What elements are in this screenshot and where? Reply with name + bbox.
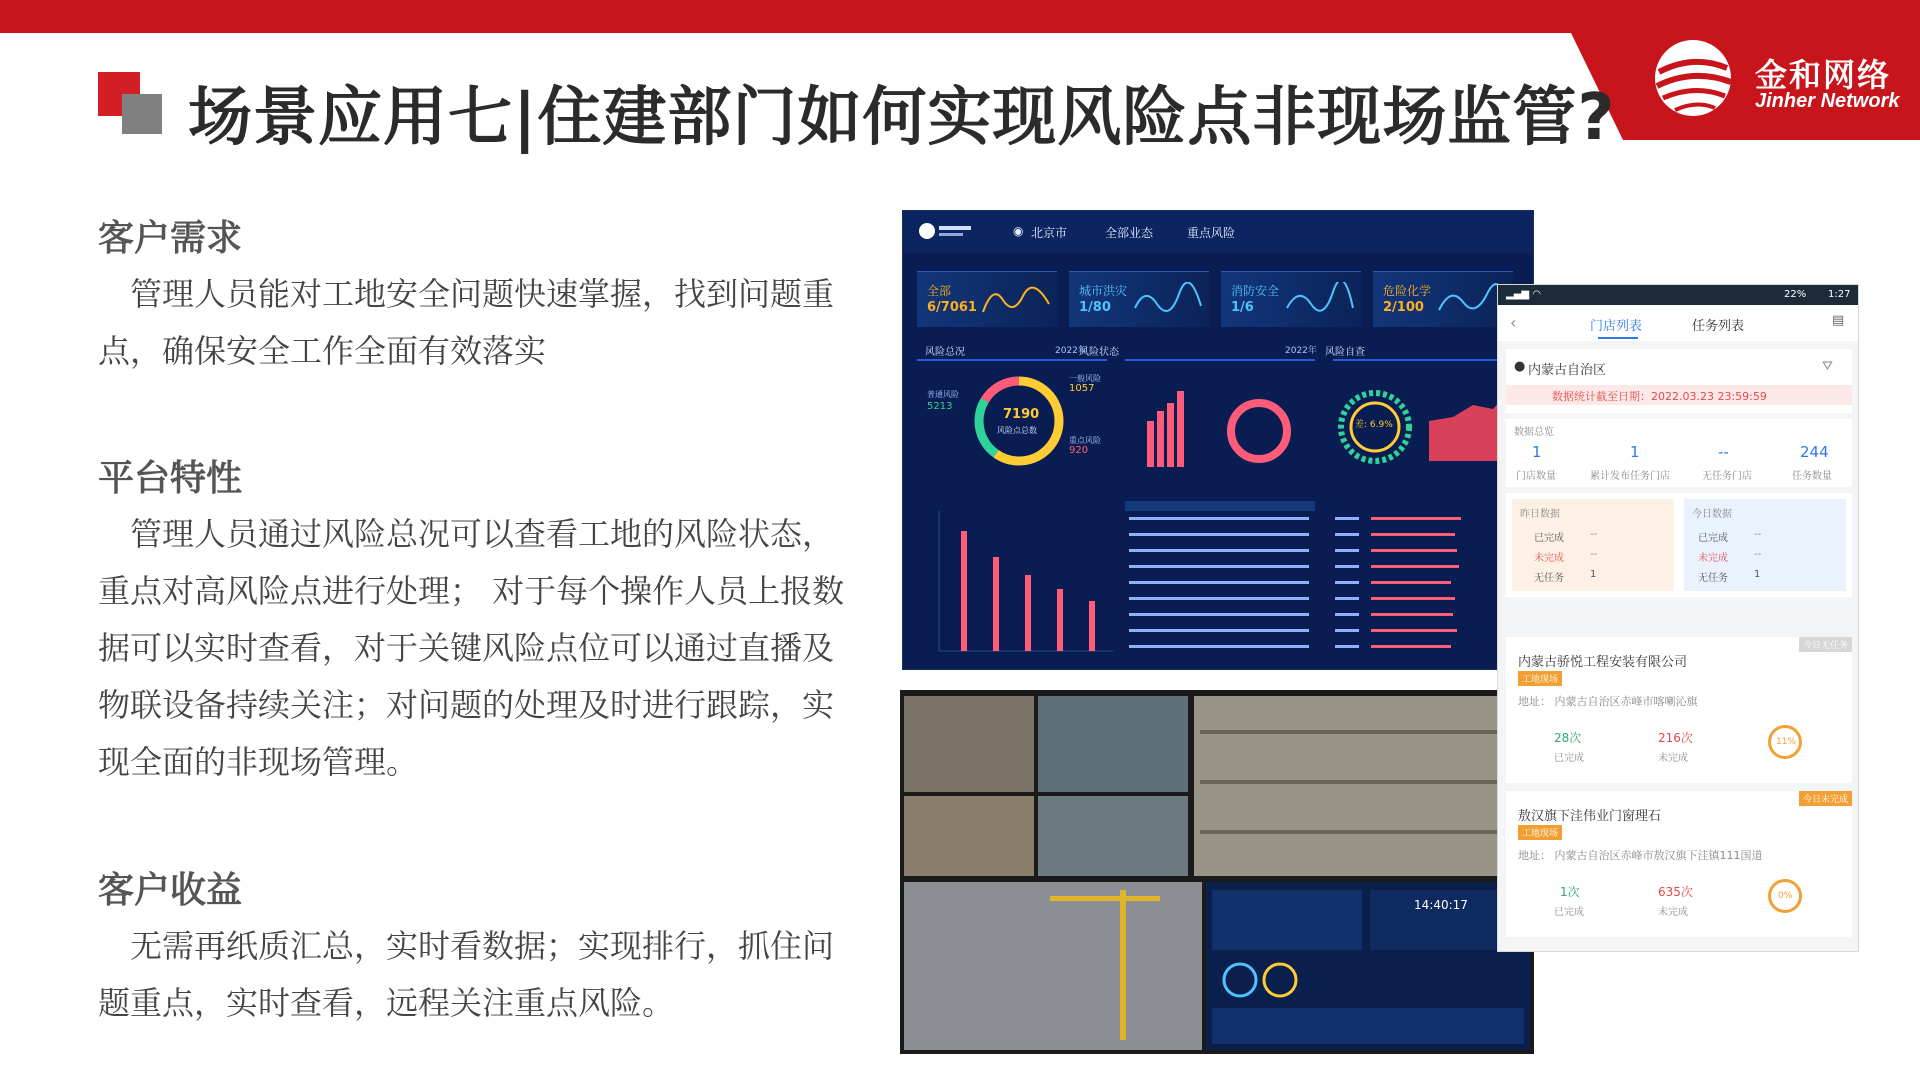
undone-label: 未完成 — [1658, 907, 1688, 918]
donut-level1-value: 1057 — [1069, 383, 1095, 394]
calendar-icon[interactable]: ▤ — [1832, 313, 1845, 328]
row-value: -- — [1754, 549, 1762, 560]
text-line: 管理人员能对工地安全问题快速掌握，找到问题重 — [98, 275, 835, 313]
store-tag: 工地现场 — [1518, 825, 1562, 840]
company-logo — [1645, 32, 1900, 122]
kpi-label: 消防安全 — [1231, 284, 1280, 298]
nav-city[interactable]: 北京市 — [1031, 226, 1068, 240]
stat-label: 无任务门店 — [1702, 471, 1752, 482]
yesterday-panel — [1512, 499, 1674, 591]
back-arrow-icon[interactable]: ‹ — [1510, 313, 1517, 332]
kpi-label: 危险化学 — [1383, 284, 1432, 298]
section-heading-features: 平台特性 — [98, 458, 243, 499]
store-card[interactable] — [1506, 637, 1852, 783]
kpi-value: 2/100 — [1383, 300, 1424, 315]
tab-task-list[interactable]: 任务列表 — [1692, 319, 1745, 334]
video-clock: 14:40:17 — [1414, 898, 1468, 912]
stat-value: 1 — [1630, 443, 1640, 461]
store-name: 敖汉旗下洼伟业门窗理石 — [1518, 809, 1662, 824]
region-card — [1506, 349, 1852, 413]
stat-label: 任务数量 — [1792, 471, 1832, 482]
kpi-card — [1221, 271, 1361, 327]
monitoring-video-wall-photo — [900, 690, 1534, 1054]
signal-icon: ▂▄▆ ◠ — [1506, 289, 1541, 300]
donut-level1-label: 一般风险 — [1069, 374, 1101, 383]
dashboard-nav — [903, 211, 1534, 253]
store-tag: 工地现场 — [1518, 671, 1562, 686]
wave-icon — [981, 282, 1051, 318]
text-line: 管理人员通过风险总况可以查看工地的风险状态， — [98, 515, 835, 553]
store-address: 地址： 内蒙古自治区赤峰市喀喇沁旗 — [1518, 695, 1698, 708]
row-label: 无任务 — [1534, 573, 1564, 584]
row-label: 未完成 — [1698, 553, 1728, 564]
row-value: -- — [1590, 549, 1598, 560]
text-line: 据可以实时查看，对于关键风险点位可以通过直播及 — [98, 629, 835, 667]
store-name: 内蒙古骄悦工程安装有限公司 — [1518, 655, 1688, 670]
risk-status-chart — [1129, 381, 1319, 471]
row-value: -- — [1754, 529, 1762, 540]
active-tab-indicator — [1598, 337, 1638, 339]
section-body-benefits — [98, 918, 858, 1032]
today-title: 今日数据 — [1692, 509, 1732, 520]
done-label: 已完成 — [1554, 753, 1584, 764]
done-count: 28次 — [1554, 731, 1582, 745]
gauge-label: 差: 6.9% — [1355, 420, 1393, 430]
done-count: 1次 — [1560, 885, 1580, 899]
logo-name: 金和网络 — [1755, 56, 1892, 94]
phone-tab-bar — [1498, 305, 1859, 341]
tab-store-list[interactable]: 门店列表 — [1590, 319, 1643, 334]
divider — [917, 359, 1107, 361]
deadline-text: 数据统计截至日期：2022.03.23 23:59:59 — [1552, 390, 1767, 403]
overview-card — [1506, 419, 1852, 487]
donut-general-value: 5213 — [927, 401, 953, 412]
text-line: 重点对高风险点进行处理； 对于每个操作人员上报数 — [98, 572, 845, 610]
wave-icon — [1285, 282, 1355, 318]
store-badge: 今日无任务 — [1799, 637, 1852, 652]
district-bar-chart — [917, 501, 1117, 670]
region-name[interactable]: 内蒙古自治区 — [1528, 363, 1607, 378]
kpi-card — [917, 271, 1057, 327]
text-line: 物联设备持续关注；对问题的处理及时进行跟踪，实 — [98, 686, 835, 724]
store-card[interactable] — [1506, 791, 1852, 937]
divider — [1333, 359, 1523, 361]
divider — [1125, 359, 1315, 361]
stat-value: -- — [1718, 443, 1729, 461]
location-pin-icon: ● — [1514, 359, 1526, 374]
panel-year: 2022年 — [1055, 346, 1087, 356]
donut-total-label: 风险点总数 — [997, 426, 1037, 435]
stat-label: 累计发布任务门店 — [1590, 471, 1670, 482]
row-label: 未完成 — [1534, 553, 1564, 564]
donut-general-label: 普通风险 — [927, 390, 959, 399]
section-heading-benefits: 客户收益 — [98, 870, 243, 911]
title-square-icon — [98, 72, 162, 136]
panel-title: 风险状态 — [1079, 347, 1119, 358]
risk-rank-table — [1125, 501, 1315, 670]
kpi-card — [1373, 271, 1513, 327]
row-label: 已完成 — [1698, 533, 1728, 544]
text-line: 无需再纸质汇总，实时看数据；实现排行，抓住问 — [98, 927, 835, 965]
kpi-label: 城市洪灾 — [1079, 284, 1128, 298]
page-title: 场景应用七|住建部门如何实现风险点非现场监管? — [188, 81, 1616, 155]
section-heading-needs: 客户需求 — [98, 218, 243, 259]
risk-dashboard-screenshot — [902, 210, 1534, 670]
row-label: 无任务 — [1698, 573, 1728, 584]
yesterday-title: 昨日数据 — [1520, 509, 1560, 520]
undone-count: 216次 — [1658, 731, 1693, 745]
panel-year: 2022年 — [1285, 346, 1317, 356]
battery-level: 22% — [1784, 289, 1807, 300]
kpi-card — [1069, 271, 1209, 327]
donut-major-label: 重点风险 — [1069, 436, 1101, 445]
row-value: -- — [1590, 529, 1598, 540]
stat-value: 244 — [1800, 443, 1829, 461]
row-label: 已完成 — [1534, 533, 1564, 544]
kpi-value: 1/80 — [1079, 300, 1111, 315]
panel-title: 风险自查 — [1325, 347, 1365, 358]
kpi-label: 全部 — [927, 284, 952, 298]
undone-label: 未完成 — [1658, 753, 1688, 764]
undone-count: 635次 — [1658, 885, 1693, 899]
filter-icon[interactable]: ⛛ — [1822, 359, 1833, 374]
today-panel — [1684, 499, 1846, 591]
kpi-value: 1/6 — [1231, 300, 1254, 315]
location-pin-icon: ◉ — [1013, 224, 1024, 238]
row-value: 1 — [1590, 569, 1597, 580]
kpi-value: 6/7061 — [927, 300, 977, 315]
text-line: 点，确保安全工作全面有效落实 — [98, 332, 547, 370]
mobile-app-screenshot — [1497, 284, 1859, 952]
logo-name-en: Jinher Network — [1755, 90, 1900, 112]
wave-icon — [1133, 282, 1203, 318]
nav-risk[interactable]: 重点风险 — [1187, 226, 1236, 240]
store-badge: 今日未完成 — [1799, 791, 1852, 806]
section-body-features — [98, 506, 858, 791]
stat-label: 门店数量 — [1516, 471, 1556, 482]
construction-site-feeds — [900, 690, 1534, 1054]
completion-percent: 11% — [1776, 737, 1797, 747]
stat-value: 1 — [1532, 443, 1542, 461]
row-value: 1 — [1754, 569, 1761, 580]
completion-percent: 0% — [1778, 891, 1793, 901]
text-line: 题重点，实时查看，远程关注重点风险。 — [98, 984, 675, 1022]
done-label: 已完成 — [1554, 907, 1584, 918]
donut-major-value: 920 — [1069, 445, 1089, 456]
status-time: 1:27 — [1828, 289, 1851, 300]
nav-business[interactable]: 全部业态 — [1105, 226, 1154, 240]
daily-data-card — [1506, 493, 1852, 597]
phone-status-bar — [1498, 285, 1859, 305]
panel-title: 风险总况 — [925, 347, 965, 358]
text-line: 现全面的非现场管理。 — [98, 743, 419, 781]
overview-label: 数据总览 — [1514, 427, 1554, 438]
donut-total: 7190 — [1003, 407, 1040, 422]
dashboard-logo-icon — [917, 221, 977, 244]
store-address: 地址： 内蒙古自治区赤峰市敖汉旗下洼镇111国道 — [1518, 849, 1763, 862]
section-body-needs — [98, 266, 858, 380]
logo-globe-icon — [1645, 32, 1745, 122]
